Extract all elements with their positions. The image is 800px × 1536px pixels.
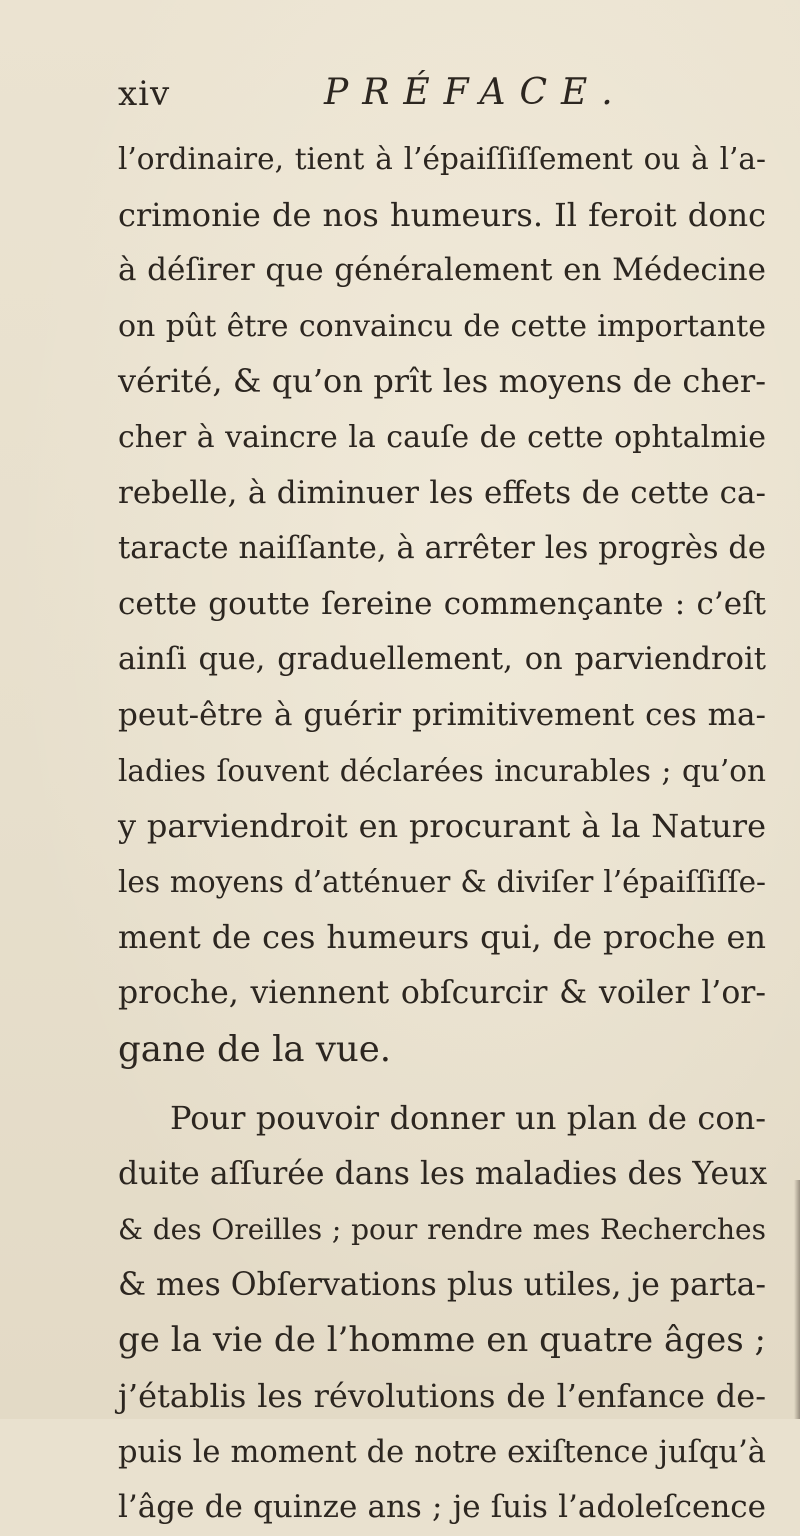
text-line: cette goutte ſereine commençante : c’eſt [118, 585, 766, 622]
running-head: PRÉFACE. [324, 72, 627, 113]
text-line: Pour pouvoir donner un plan de con- [170, 1099, 766, 1138]
text-line: ainſi que, graduellement, on parviendroit [118, 642, 766, 678]
text-line: & des Oreilles ; pour rendre mes Recherches [118, 1213, 766, 1247]
text-line: à déſirer que généralement en Médecine [118, 252, 766, 289]
text-line: les moyens d’atténuer & diviſer l’épaiſſiſſe- [118, 864, 766, 899]
text-line: crimonie de nos humeurs. Il feroit donc [118, 195, 766, 234]
text-line: taracte naiſſante, à arrêter les progrès de [118, 531, 766, 567]
text-line: duite aſſurée dans les maladies des Yeux [118, 1155, 768, 1192]
page-header [118, 68, 758, 118]
text-line: gane de la vue. [118, 1028, 392, 1070]
text-line: l’ordinaire, tient à l’épaiſſiſſement ou à l’a- [118, 142, 766, 176]
text-line: on pût être convaincu de cette importante [118, 308, 766, 344]
text-line: vérité, & qu’on prît les moyens de cher- [118, 362, 766, 401]
text-line: j’établis les révolutions de l’enfance de- [118, 1377, 766, 1416]
text-line: & mes Obſervations plus utiles, je parta- [118, 1266, 766, 1303]
body-text [118, 132, 766, 1536]
page-edge-shadow [794, 1180, 800, 1419]
text-line: puis le moment de notre exiſtence juſqu’à [118, 1434, 766, 1470]
text-line: ge la vie de l’homme en quatre âges ; [118, 1320, 766, 1361]
text-line: cher à vaincre la cauſe de cette ophtalmie [118, 419, 766, 455]
paragraph-1 [118, 132, 766, 1077]
text-line: y parviendroit en procurant à la Nature [118, 807, 766, 846]
page-number: xiv [118, 74, 171, 114]
text-line: proche, viennent obſcurcir & voiler l’or- [118, 974, 766, 1011]
text-line: ladies ſouvent déclarées incurables ; qu’on [118, 753, 766, 788]
text-line: ment de ces humeurs qui, de proche en [118, 918, 766, 957]
text-line: rebelle, à diminuer les effets de cette ca- [118, 474, 766, 511]
text-line: peut-être à guérir primitivement ces ma- [118, 696, 766, 733]
text-line: l’âge de quinze ans ; je ſuis l’adoleſcence [118, 1489, 766, 1526]
paragraph-2 [118, 1091, 766, 1536]
